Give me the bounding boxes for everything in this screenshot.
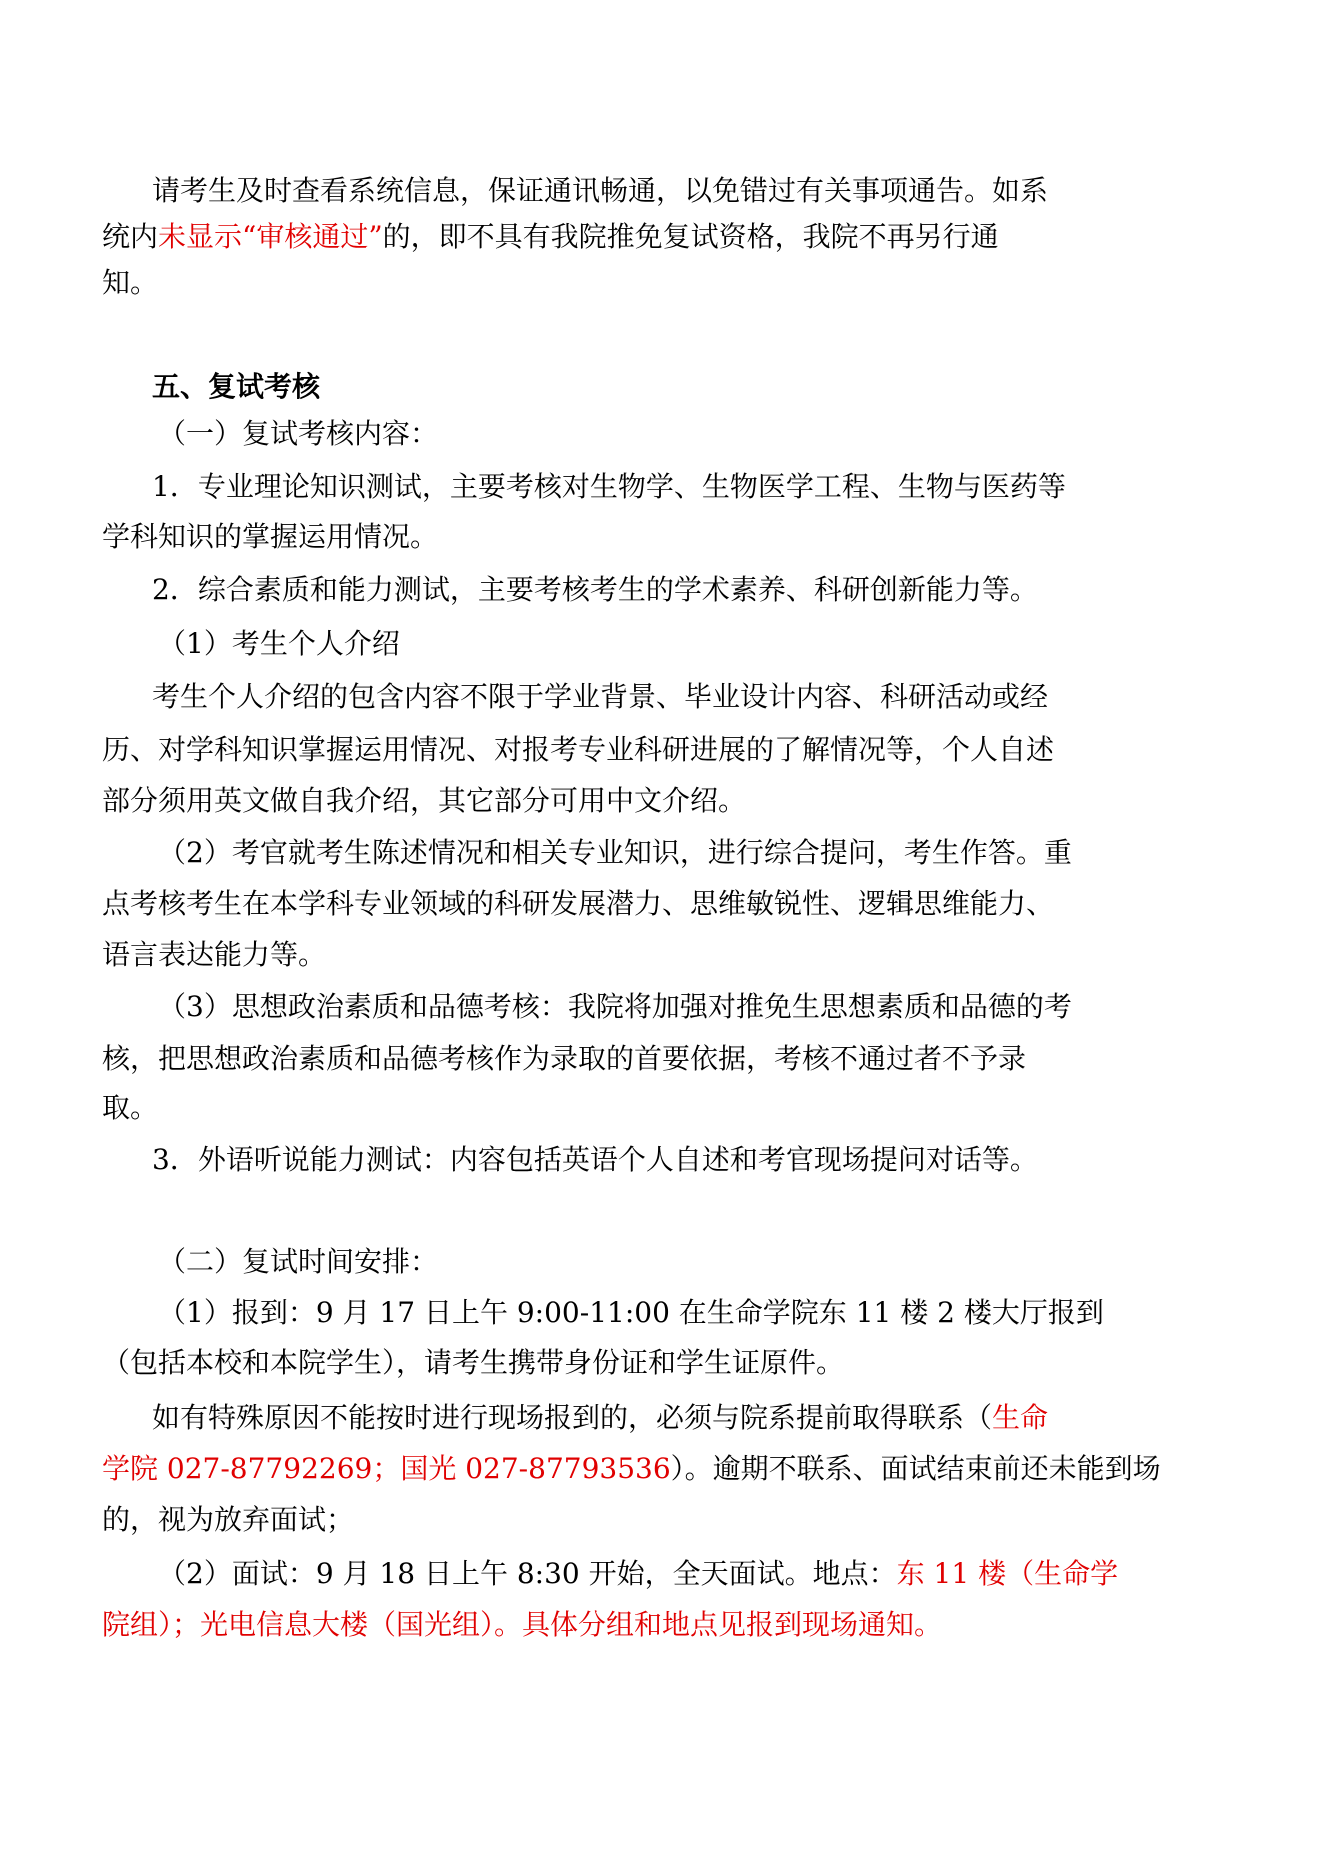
body-text: 语言表达能力等。 [102,938,327,971]
paragraph-line [0,1088,1323,1128]
body-text: 如有特殊原因不能按时进行现场报到的，必须与院系提前取得联系（ [152,1401,993,1434]
body-text: 2．综合素质和能力测试，主要考核考生的学术素养、科研创新能力等。 [152,573,1038,606]
subsection-title: （一）复试考核内容： [158,417,439,450]
body-text: 核，把思想政治素质和品德考核作为录取的首要依据，考核不通过者不予录 [102,1042,1027,1075]
body-text: （1）报到：9 月 17 日上午 9:00-11:00 在生命学院东 11 楼 2 楼大厅报到 [158,1296,1104,1329]
body-text: 点考核考生在本学科专业领域的科研发展潜力、思维敏锐性、逻辑思维能力、 [102,887,1055,920]
paragraph-line [0,1554,1323,1594]
paragraph-line [0,1039,1323,1079]
notice-text: 统内 [102,220,159,253]
section-title: 五、复试考核 [152,370,321,403]
body-text: 部分须用英文做自我介绍，其它部分可用中文介绍。 [102,784,747,817]
body-text: （2）面试：9 月 18 日上午 8:30 开始，全天面试。地点： [158,1557,897,1590]
paragraph-line [0,1293,1323,1333]
body-text: （3）思想政治素质和品德考核：我院将加强对推免生思想素质和品德的考 [158,990,1072,1023]
highlighted-text: 未显示“审核通过” [158,220,383,253]
notice-text: 知。 [102,266,159,299]
body-text: 1．专业理论知识测试，主要考核对生物学、生物医学工程、生物与医药等 [152,470,1066,503]
paragraph-line [0,677,1323,717]
paragraph-line [0,263,1323,303]
paragraph-line [0,987,1323,1027]
paragraph-line [0,1449,1323,1489]
highlighted-text: 生命 [992,1401,1049,1434]
body-text: （1）考生个人介绍 [158,627,400,660]
paragraph-line [0,171,1323,211]
section-heading [0,367,1323,407]
body-text: 考生个人介绍的包含内容不限于学业背景、毕业设计内容、科研活动或经 [152,680,1049,713]
paragraph-line [0,570,1323,610]
subsection-title: （二）复试时间安排： [158,1245,439,1278]
subsection-heading [0,1242,1323,1282]
body-text: 的，视为放弃面试； [102,1503,355,1536]
interview-location: 院组）；光电信息大楼（国光组）。具体分组和地点见报到现场通知。 [102,1608,943,1641]
paragraph-line [0,624,1323,664]
paragraph-line [0,517,1323,557]
paragraph-line [0,1343,1323,1383]
paragraph-line [0,1398,1323,1438]
paragraph-line [0,1605,1323,1645]
notice-text: 的，即不具有我院推免复试资格，我院不再另行通 [382,220,999,253]
interview-location: 东 11 楼（生命学 [896,1557,1119,1590]
body-text: （2）考官就考生陈述情况和相关专业知识，进行综合提问，考生作答。重 [158,836,1072,869]
paragraph-line [0,884,1323,924]
contact-phone-numbers: 学院 027-87792269；国光 027-87793536 [102,1452,671,1485]
paragraph-line [0,217,1323,257]
body-text: 3．外语听说能力测试：内容包括英语个人自述和考官现场提问对话等。 [152,1143,1038,1176]
paragraph-line [0,781,1323,821]
notice-text: 请考生及时查看系统信息，保证通讯畅通，以免错过有关事项通告。如系 [152,174,1049,207]
body-text: 历、对学科知识掌握运用情况、对报考专业科研进展的了解情况等，个人自述 [102,733,1055,766]
paragraph-line [0,935,1323,975]
paragraph-line [0,1140,1323,1180]
paragraph-line [0,1500,1323,1540]
paragraph-line [0,467,1323,507]
body-text: 取。 [102,1091,159,1124]
subsection-heading [0,414,1323,454]
paragraph-line [0,833,1323,873]
body-text: （包括本校和本院学生），请考生携带身份证和学生证原件。 [102,1346,845,1379]
paragraph-line [0,730,1323,770]
body-text: 学科知识的掌握运用情况。 [102,520,439,553]
body-text: ）。逾期不联系、面试结束前还未能到场 [670,1452,1161,1485]
